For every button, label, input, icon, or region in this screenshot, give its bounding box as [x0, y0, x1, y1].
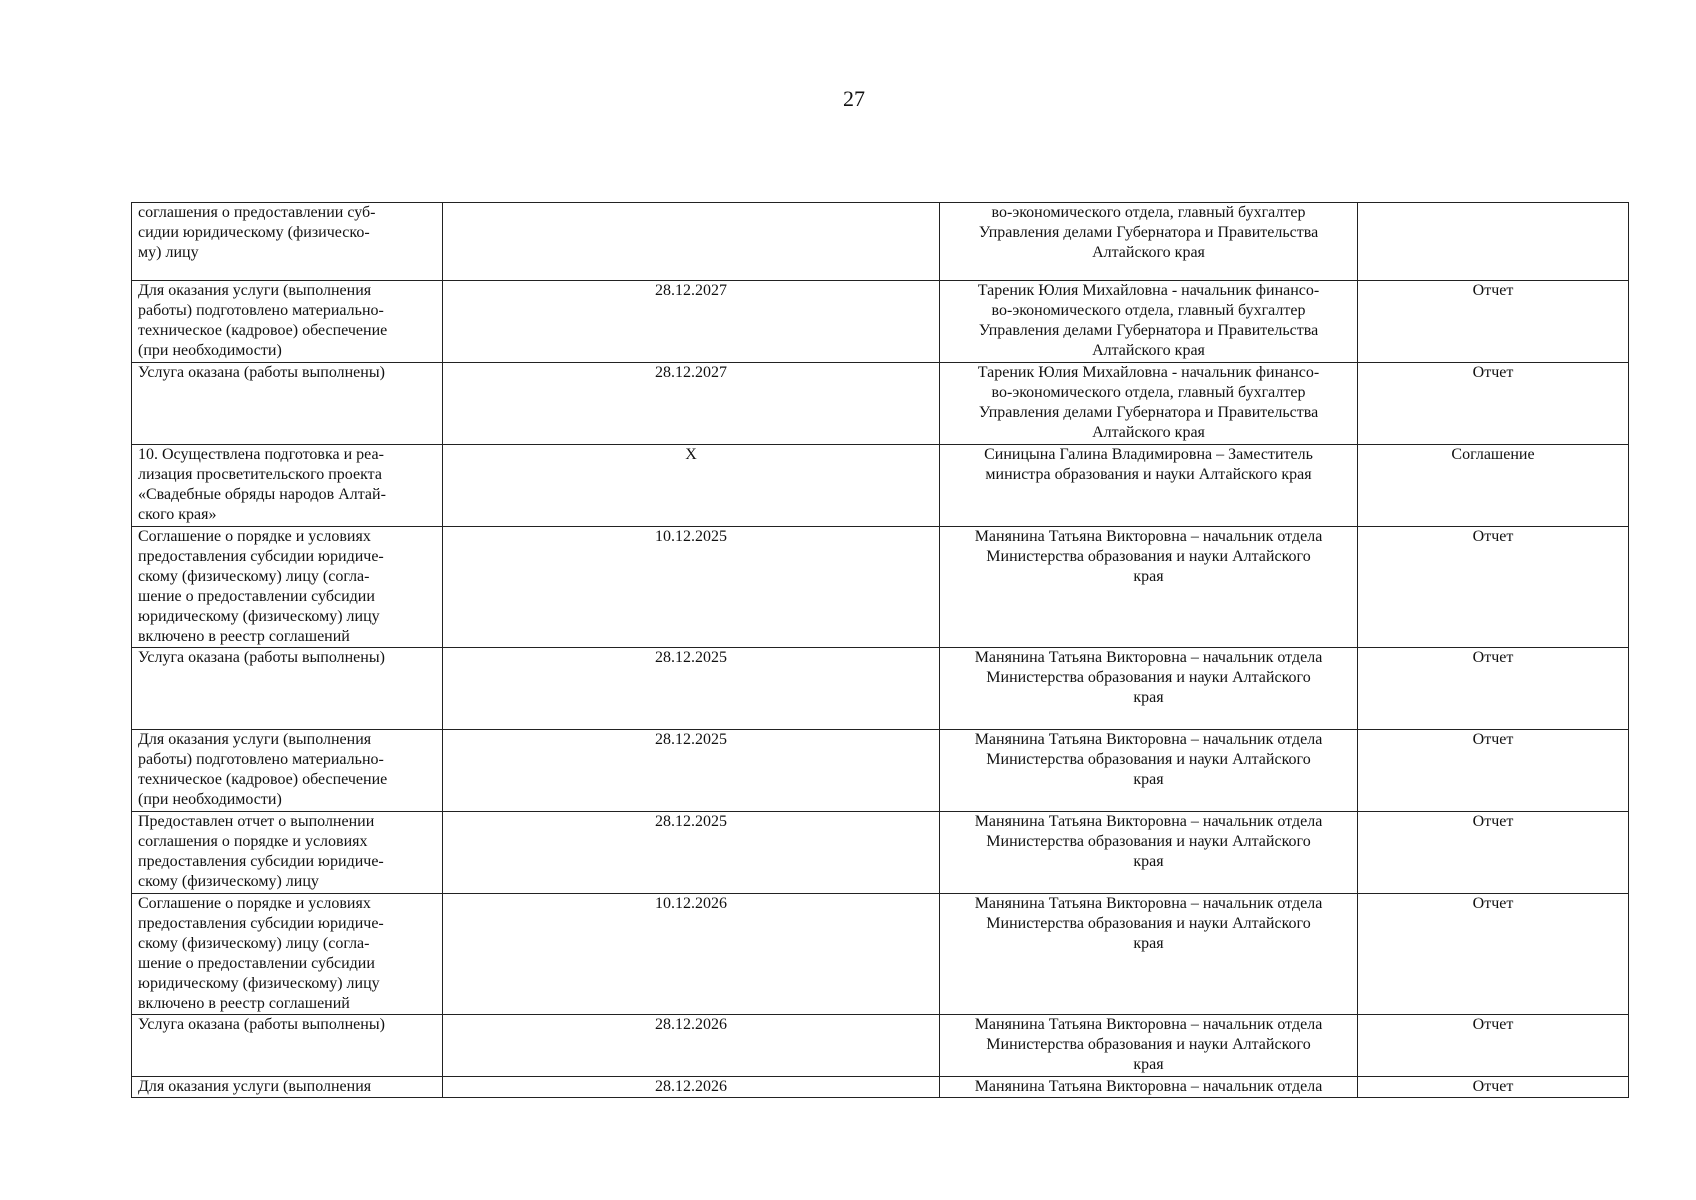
event-cell: Для оказания услуги (выполнения работы) подготовлено материально- техническое (кадровое) обеспечение (при необходимости)	[132, 281, 443, 363]
schedule-table	[131, 202, 1629, 1098]
table-row	[132, 894, 1629, 1015]
result-cell: Отчет	[1358, 527, 1629, 648]
date-cell	[443, 203, 940, 281]
result-cell: Отчет	[1358, 648, 1629, 730]
event-cell: Услуга оказана (работы выполнены)	[132, 1015, 443, 1077]
table-row	[132, 445, 1629, 527]
date-cell: 28.12.2025	[443, 648, 940, 730]
table-row	[132, 1015, 1629, 1077]
responsible-cell: Манянина Татьяна Викторовна – начальник отдела Министерства образования и науки Алтайского края	[940, 730, 1358, 812]
responsible-cell: Тареник Юлия Михайловна - начальник финансо- во-экономического отдела, главный бухгалтер Управления делами Губернатора и Правительства Алтайского края	[940, 281, 1358, 363]
event-cell: Соглашение о порядке и условиях предоставления субсидии юридиче- скому (физическому) лицу (согла- шение о предоставлении субсидии юридическому (физическому) лицу включено в реестр соглашений	[132, 894, 443, 1015]
result-cell: Отчет	[1358, 281, 1629, 363]
responsible-cell: Манянина Татьяна Викторовна – начальник отдела Министерства образования и науки Алтайского края	[940, 812, 1358, 894]
table-row	[132, 281, 1629, 363]
result-cell: Соглашение	[1358, 445, 1629, 527]
table-row	[132, 203, 1629, 281]
event-cell: соглашения о предоставлении суб- сидии юридическому (физическо- му) лицу	[132, 203, 443, 281]
table-row	[132, 363, 1629, 445]
result-cell: Отчет	[1358, 1015, 1629, 1077]
event-cell: Предоставлен отчет о выполнении соглашения о порядке и условиях предоставления субсидии юридиче- скому (физическому) лицу	[132, 812, 443, 894]
result-cell: Отчет	[1358, 1077, 1629, 1098]
event-cell: Соглашение о порядке и условиях предоставления субсидии юридиче- скому (физическому) лицу (согла- шение о предоставлении субсидии юридическому (физическому) лицу включено в реестр соглашений	[132, 527, 443, 648]
date-cell: 28.12.2025	[443, 812, 940, 894]
page-number: 27	[843, 86, 865, 111]
date-cell: 28.12.2026	[443, 1077, 940, 1098]
date-cell: 28.12.2026	[443, 1015, 940, 1077]
date-cell: X	[443, 445, 940, 527]
table-row	[132, 527, 1629, 648]
event-cell: Для оказания услуги (выполнения работы) подготовлено материально- техническое (кадровое) обеспечение (при необходимости)	[132, 730, 443, 812]
date-cell: 28.12.2027	[443, 281, 940, 363]
date-cell: 10.12.2025	[443, 527, 940, 648]
event-cell: 10. Осуществлена подготовка и реа- лизация просветительского проекта «Свадебные обряды народов Алтай- ского края»	[132, 445, 443, 527]
responsible-cell: Манянина Татьяна Викторовна – начальник отдела	[940, 1077, 1358, 1098]
responsible-cell: Манянина Татьяна Викторовна – начальник отдела Министерства образования и науки Алтайского края	[940, 1015, 1358, 1077]
date-cell: 28.12.2025	[443, 730, 940, 812]
table-row	[132, 730, 1629, 812]
result-cell: Отчет	[1358, 812, 1629, 894]
table-row	[132, 648, 1629, 730]
table-row	[132, 812, 1629, 894]
responsible-cell: Манянина Татьяна Викторовна – начальник отдела Министерства образования и науки Алтайского края	[940, 527, 1358, 648]
responsible-cell: Тареник Юлия Михайловна - начальник финансо- во-экономического отдела, главный бухгалтер Управления делами Губернатора и Правительства Алтайского края	[940, 363, 1358, 445]
responsible-cell: во-экономического отдела, главный бухгалтер Управления делами Губернатора и Правительства Алтайского края	[940, 203, 1358, 281]
event-cell: Услуга оказана (работы выполнены)	[132, 363, 443, 445]
responsible-cell: Манянина Татьяна Викторовна – начальник отдела Министерства образования и науки Алтайского края	[940, 894, 1358, 1015]
result-cell	[1358, 203, 1629, 281]
responsible-cell: Синицына Галина Владимировна – Заместитель министра образования и науки Алтайского края	[940, 445, 1358, 527]
date-cell: 28.12.2027	[443, 363, 940, 445]
date-cell: 10.12.2026	[443, 894, 940, 1015]
responsible-cell: Манянина Татьяна Викторовна – начальник отдела Министерства образования и науки Алтайского края	[940, 648, 1358, 730]
event-cell: Услуга оказана (работы выполнены)	[132, 648, 443, 730]
event-cell: Для оказания услуги (выполнения	[132, 1077, 443, 1098]
result-cell: Отчет	[1358, 363, 1629, 445]
result-cell: Отчет	[1358, 894, 1629, 1015]
table-row	[132, 1077, 1629, 1098]
result-cell: Отчет	[1358, 730, 1629, 812]
